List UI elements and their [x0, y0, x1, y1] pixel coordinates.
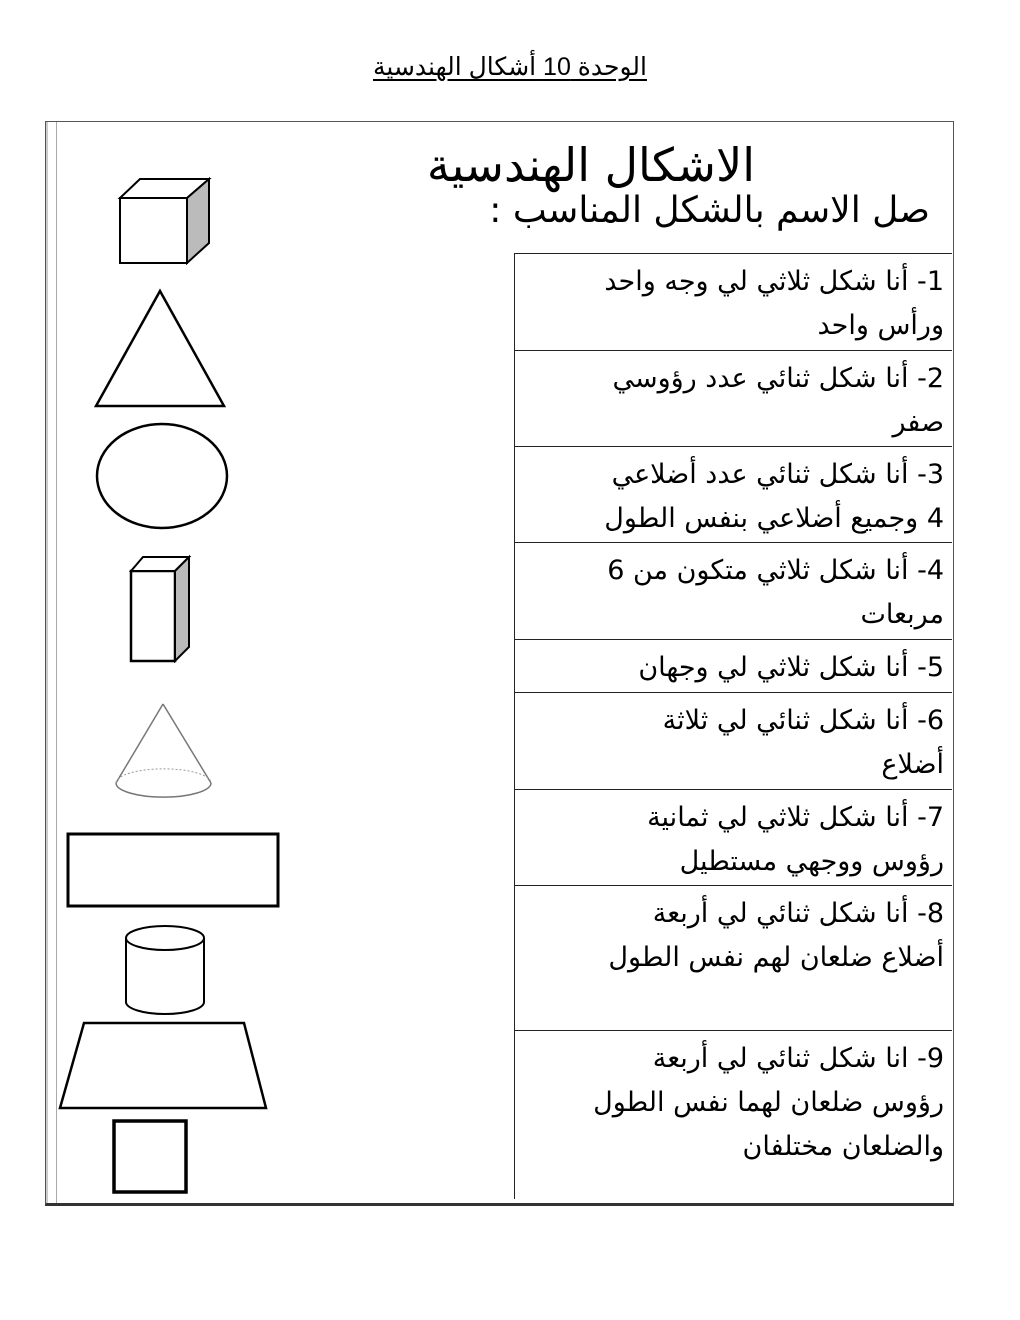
cylinder-icon[interactable] — [122, 922, 208, 1016]
clue-9[interactable]: 9- انا شكل ثنائي لي أربعة رؤوس ضلعان لهما نفس الطول والضلعان مختلفان — [515, 1030, 952, 1199]
triangle-icon[interactable] — [92, 288, 228, 410]
ellipse-icon[interactable] — [94, 422, 232, 532]
clue-8[interactable]: 8- أنا شكل ثنائي لي أربعة أضلاع ضلعان لهم نفس الطول — [515, 885, 952, 1030]
worksheet-heading: الاشكال الهندسية — [426, 138, 755, 192]
cube-icon[interactable] — [115, 176, 215, 268]
clue-5[interactable]: 5- أنا شكل ثلاثي لي وجهان — [515, 639, 952, 692]
clue-1[interactable]: 1- أنا شكل ثلاثي لي وجه واحد ورأس واحد — [515, 253, 952, 350]
cone-icon[interactable] — [110, 700, 218, 804]
clue-3[interactable]: 3- أنا شكل ثنائي عدد أضلاعي 4 وجميع أضلاعي بنفس الطول — [515, 446, 952, 542]
page-title: الوحدة 10 أشكال الهندسية — [373, 53, 647, 81]
clue-7[interactable]: 7- أنا شكل ثلاثي لي ثمانية رؤوس ووجهي مستطيل — [515, 789, 952, 885]
rectangle-icon[interactable] — [66, 832, 280, 908]
clue-6[interactable]: 6- أنا شكل ثنائي لي ثلاثة أضلاع — [515, 692, 952, 789]
clue-4[interactable]: 4- أنا شكل ثلاثي متكون من 6 مربعات — [515, 542, 952, 639]
square-icon[interactable] — [111, 1118, 191, 1196]
trapezoid-icon[interactable] — [56, 1020, 270, 1112]
rectangular-prism-icon[interactable] — [127, 553, 195, 665]
clue-table — [514, 253, 952, 1199]
worksheet-instruction: صل الاسم بالشكل المناسب : — [489, 190, 930, 231]
clue-2[interactable]: 2- أنا شكل ثنائي عدد رؤوسي صفر — [515, 350, 952, 446]
